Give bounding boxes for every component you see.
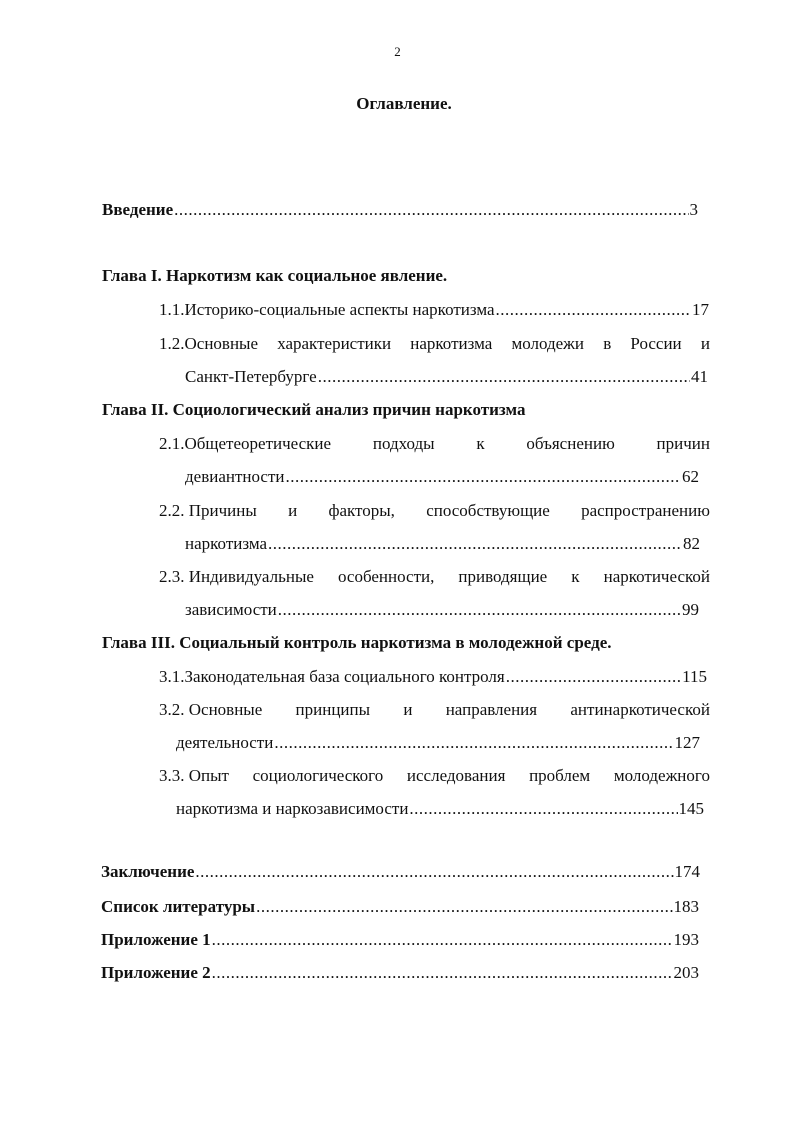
leader-dots <box>278 599 681 621</box>
leader-dots <box>174 199 688 221</box>
toc-entry-2-2-line1[interactable] <box>159 500 710 522</box>
word: 2.1.Общетеоретические <box>159 434 332 453</box>
toc-entry-3-2-line2[interactable] <box>176 732 700 754</box>
toc-label: наркотизма и наркозависимости <box>176 799 409 818</box>
word: антинаркотической <box>570 700 710 719</box>
word: факторы, <box>328 501 395 520</box>
leader-dots <box>318 366 690 388</box>
word: 3.3. Опыт <box>159 766 229 785</box>
toc-page: 3 <box>689 200 698 219</box>
toc-page: 41 <box>691 367 708 386</box>
word: распространению <box>581 501 710 520</box>
toc-label: деятельности <box>176 733 274 752</box>
toc-entry-2-3-line2[interactable] <box>185 599 699 621</box>
toc-entry-3-1[interactable] <box>159 666 707 688</box>
toc-entry-references[interactable] <box>101 896 699 918</box>
word: 2.2. Причины <box>159 501 257 520</box>
word: 3.2. Основные <box>159 700 263 719</box>
word: наркотизма <box>410 334 493 353</box>
word: направления <box>445 700 538 719</box>
toc-page: 99 <box>682 600 699 619</box>
toc-entry-2-1-line1[interactable] <box>159 433 710 455</box>
leader-dots <box>286 466 682 488</box>
toc-entry-conclusion[interactable] <box>101 861 700 883</box>
toc-entry-1-2-line1[interactable] <box>159 333 710 355</box>
word: исследования <box>406 766 506 785</box>
word: особенности, <box>337 567 435 586</box>
word: принципы <box>295 700 371 719</box>
toc-label: Приложение 2 <box>101 963 211 982</box>
page-number: 2 <box>394 44 401 59</box>
leader-dots <box>496 299 691 321</box>
word: социологического <box>252 766 384 785</box>
word: к <box>476 434 485 453</box>
chapter-2-heading[interactable]: Глава II. Социологический анализ причин наркотизма <box>102 400 526 419</box>
word: и <box>288 501 298 520</box>
word: объяснению <box>526 434 615 453</box>
toc-page: 174 <box>674 862 700 881</box>
toc-page: 193 <box>673 930 699 949</box>
toc-entry-appendix-1[interactable] <box>101 929 699 951</box>
toc-label: Введение <box>102 200 174 219</box>
leader-dots <box>506 666 681 688</box>
word: подходы <box>372 434 435 453</box>
word: характеристики <box>277 334 392 353</box>
leader-dots <box>195 861 673 883</box>
toc-label: зависимости <box>185 600 277 619</box>
leader-dots <box>212 929 673 951</box>
leader-dots <box>409 798 677 820</box>
toc-entry-intro[interactable] <box>102 199 698 221</box>
word: и <box>403 700 413 719</box>
toc-label: 3.1.Законодательная база социального контроля <box>159 667 505 686</box>
toc-page: 17 <box>692 300 709 319</box>
toc-page: 62 <box>682 467 699 486</box>
toc-page: 203 <box>673 963 699 982</box>
toc-label: Список литературы <box>101 897 256 916</box>
toc-entry-3-2-line1[interactable] <box>159 699 710 721</box>
toc-entry-3-3-line2[interactable] <box>176 798 704 820</box>
word: и <box>700 334 710 353</box>
toc-entry-3-3-line1[interactable] <box>159 765 710 787</box>
toc-entry-2-1-line2[interactable] <box>185 466 699 488</box>
toc-page: 82 <box>683 534 700 553</box>
toc-page: 183 <box>673 897 699 916</box>
word: молодежи <box>511 334 585 353</box>
word: России <box>630 334 682 353</box>
leader-dots <box>256 896 672 918</box>
word: причин <box>656 434 710 453</box>
toc-page: 145 <box>678 799 704 818</box>
leader-dots <box>268 533 682 555</box>
toc-label: Приложение 1 <box>101 930 211 949</box>
toc-entry-1-2-line2[interactable] <box>185 366 708 388</box>
toc-label: девиантности <box>185 467 285 486</box>
toc-label: 1.1.Историко-социальные аспекты наркотизма <box>159 300 495 319</box>
toc-page: 115 <box>682 667 707 686</box>
leader-dots <box>212 962 673 984</box>
toc-entry-2-3-line1[interactable] <box>159 566 710 588</box>
word: к <box>571 567 580 586</box>
toc-label: Санкт-Петербурге <box>185 367 317 386</box>
word: приводящие <box>458 567 548 586</box>
chapter-3-heading[interactable]: Глава III. Социальный контроль наркотизма в молодежной среде. <box>102 633 612 652</box>
chapter-1-heading[interactable]: Глава I. Наркотизм как социальное явление. <box>102 266 448 285</box>
word: наркотической <box>603 567 710 586</box>
toc-label: Заключение <box>101 862 195 881</box>
leader-dots <box>274 732 673 754</box>
page-title: Оглавление. <box>356 94 452 113</box>
toc-entry-1-1[interactable] <box>159 299 709 321</box>
word: способствующие <box>426 501 550 520</box>
toc-entry-2-2-line2[interactable] <box>185 533 700 555</box>
toc-page: 127 <box>674 733 700 752</box>
toc-label: наркотизма <box>185 534 268 553</box>
word: 2.3. Индивидуальные <box>159 567 314 586</box>
word: молодежного <box>613 766 710 785</box>
toc-entry-appendix-2[interactable] <box>101 962 699 984</box>
word: проблем <box>529 766 591 785</box>
word: 1.2.Основные <box>159 334 259 353</box>
word: в <box>603 334 612 353</box>
